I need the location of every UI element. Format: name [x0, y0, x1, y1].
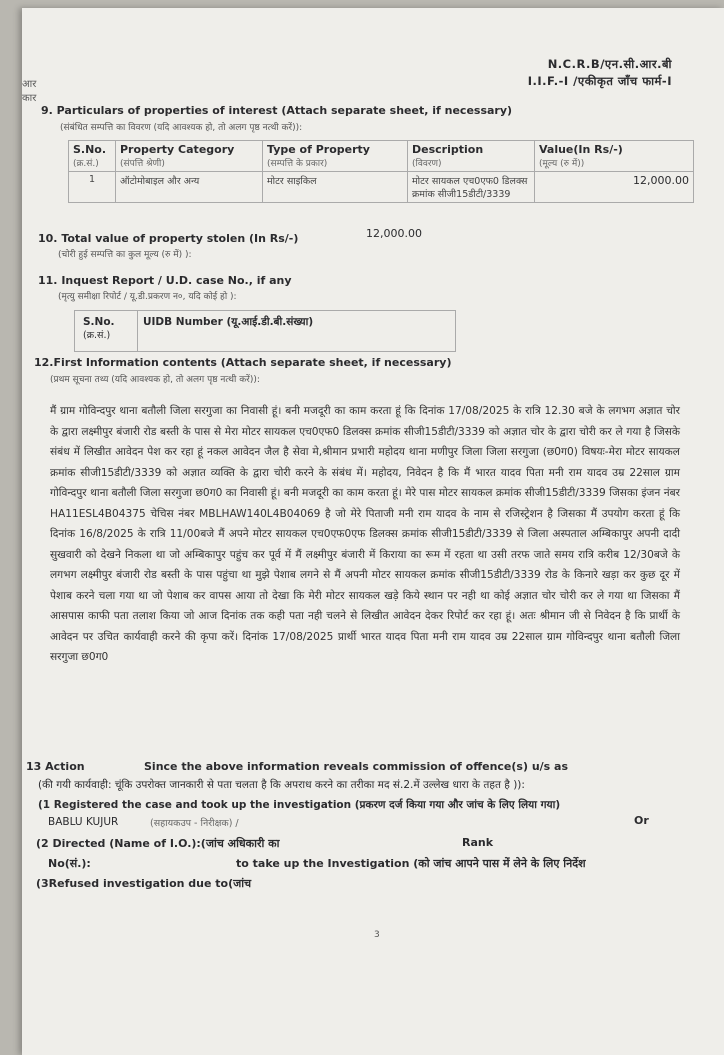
sec9-title: 9. Particulars of properties of interest (Attach separate sheet, if necessary) — [41, 104, 513, 117]
rank-label: Rank — [462, 836, 494, 849]
option-refused: (3Refused investigation due to(जांच — [36, 877, 252, 890]
col-sno-hi: (क्र.सं.) — [73, 159, 99, 169]
sec9-subtitle: (संबंधित सम्पत्ति का विवरण (यदि आवश्यक हो, तो अलग पृष्ठ नत्थी करें)): — [60, 123, 303, 133]
table-divider — [137, 311, 138, 351]
row-description: मोटर सायकल एच0एफ0 डिलक्स क्रमांक सीजी15डीटी/3339 — [408, 172, 535, 203]
sec12-subtitle: (प्रथम सूचना तथ्य (यदि आवश्यक हो, तो अलग पृष्ठ नत्थी करें)): — [50, 375, 260, 385]
option-directed-cont: to take up the Investigation (को जांच आपने पास में लेने के लिए निर्देश — [236, 857, 586, 870]
row-type: मोटर साइकिल — [263, 172, 408, 203]
sec13-title: Since the above information reveals commission of offence(s) u/s as — [144, 760, 569, 773]
header-ncrb: N.C.R.B/एन.सी.आर.बी — [547, 57, 672, 71]
option-registered: (1 Registered the case and took up the investigation (प्रकरण दर्ज किया गया और जांच के लिए लिया गया) — [38, 799, 561, 811]
or-label: Or — [634, 814, 649, 827]
col-description: Description — [412, 143, 484, 156]
sec13-number: 13 Action — [26, 760, 85, 773]
sec11-subtitle: (मृत्यु समीक्षा रिपोर्ट / यू.डी.प्रकरण न०, यदि कोई हो ): — [58, 292, 237, 302]
col-description-hi: (विवरण) — [412, 159, 442, 169]
sec10-title: 10. Total value of property stolen (In Rs/-) — [38, 232, 299, 245]
margin-text: कार — [22, 93, 37, 104]
page-number: 3 — [374, 930, 380, 940]
property-table-header — [69, 141, 694, 172]
col-value: Value(In Rs/-) — [539, 143, 623, 156]
col-category-hi: (संपत्ति श्रेणी) — [120, 159, 165, 169]
col-type-hi: (सम्पत्ति के प्रकार) — [267, 159, 328, 169]
officer-rank: (सहायकउप - निरीक्षक) / — [150, 818, 239, 829]
margin-text: आर — [22, 79, 37, 90]
no-label: No(सं.): — [48, 857, 91, 870]
fir-contents: मैं ग्राम गोविन्दपुर थाना बतौली जिला सरगुजा का निवासी हूं। बनी मजदूरी का काम करता हूं कि दिनांक 17/08/2025 के रात्रि 12.30 बजे के लगभग अज्ञात चोर के द्वारा लक्ष्मीपुर बंजारी रोड बस्ती के पास से मेरा मोटर सायकल एच0एफ0 डिलक्स क्रमांक सीजी15डीटी/3339 को अज्ञात चोर के द्वारा चोरी कर ले गया है जिसके संबंध में लिखीत आवेदन पेश कर रहा हूं नकल आवेदन जैल है सेवा मे,श्रीमान प्रभारी महोदय थाना मणीपुर जिला जिला सरगुजा (छ0ग0) विषयः-मेरा मोटर सायकल क्रमांक सीजी15डीटी/3339 को अज्ञात व्यक्ति के द्वारा चोरी करने के संबंध में। महोदय, निवेदन है कि मैं भारत यादव पिता मनी राम यादव उम्र 22साल ग्राम गोविन्दपुर थाना बतौली जिला सरगुजा छ0ग0 का निवासी हूं। बनी मजदूरी का काम करता हूं। मेरे पास मोटर सायकल क्रमांक सीजी15डीटी/3339 जिसका इंजन नंबर HA11ESL4B04375 चेचिस नंबर MBLHAW140L4B04069 है जो मेरे पिताजी मनी राम यादव के नाम से रजिस्ट्रेशन है जिसका मैं उपयोग करता हूं कि दिनांक 16/8/2025 के रात्रि 11/00बजे मैं अपने मोटर सायकल एच0एफ0एफ डिलक्स क्रमांक सीजी15डीटी/3339 से जिला अस्पताल अम्बिकापुर अपनी दादी सुखवारी को देखने निकला था जो अम्बिकापुर पहुंच कर पूर्व में मैं लक्ष्मीपुर बंजारी में किराया का रूम में रहता था उसी तरफ जाते समय रात्रि करीब 12/30बजे के लगभग लक्ष्मीपुर बंजारी रोड बस्ती के पास पहुंचा था मुझे पेशाब लगने से मैं अपनी मोटर सायकल क्रमांक सीजी15डीटी/3339 रोड के किनारे खड़ा कर कुछ दूर में पेशाब करने चला गया था जो पेशाब कर वापस आया तो देखा कि मेरी मोटर सायकल खड़े किये स्थान पर नही था कोई अज्ञात चोर चोरी कर ले गया था जिसका मैं आसपास काफी पता तलाश किया जो आज दिनांक तक कही पता नही चलने से लिखीत आवेदन देकर रिपोर्ट कर रहा हूं। अतः श्रीमान जी से निवेदन है कि प्रार्थी के आवेदन पर उचित कार्यवाही करने की कृपा करें। दिनांक 17/08/2025 प्रार्थी भारत यादव पिता मनी राम यादव उम्र 22साल ग्राम गोविन्दपुर थाना बतौली जिला सरगुजा छ0ग0 — [50, 405, 680, 663]
col-sno: S.No. — [73, 143, 107, 156]
sec12-title: 12.First Information contents (Attach separate sheet, if necessary) — [34, 356, 452, 369]
property-row — [69, 172, 694, 203]
row-category: ऑटोमोबाइल और अन्य — [116, 172, 263, 203]
total-stolen-value: 12,000.00 — [366, 227, 422, 240]
inquest-col-uidb: UIDB Number (यू.आई.डी.बी.संख्या) — [143, 316, 314, 328]
sec13-subtitle: (की गयी कार्यवाही: चूंकि उपरोक्त जानकारी से पता चलता है कि अपराध करने का तरीका मद सं.2.में उल्लेख धारा के तहत है )): — [38, 779, 525, 791]
property-table — [68, 140, 694, 203]
inquest-sno-hi: (क्र.सं.) — [83, 330, 111, 341]
option-directed: (2 Directed (Name of I.O.):(जांच अधिकारी का — [36, 837, 280, 850]
sec10-subtitle: (चोरी हुई सम्पत्ति का कुल मूल्य (रु में) ): — [58, 250, 192, 260]
col-type: Type of Property — [267, 143, 370, 156]
inquest-col-sno — [83, 315, 115, 343]
row-sno: 1 — [69, 172, 116, 203]
sec11-title: 11. Inquest Report / U.D. case No., if any — [38, 274, 292, 287]
inquest-sno-label: S.No. — [83, 316, 115, 328]
row-value: 12,000.00 — [535, 172, 694, 203]
officer-name: BABLU KUJUR — [48, 816, 119, 828]
form-header — [528, 56, 672, 90]
inquest-table — [74, 310, 456, 352]
adjacent-page-edge — [22, 78, 36, 106]
col-value-hi: (मूल्य (रु में)) — [539, 159, 585, 169]
header-iif: I.I.F.-I /एकीकृत जाँच फार्म-I — [527, 74, 672, 88]
col-category: Property Category — [120, 143, 235, 156]
document-page — [22, 8, 724, 1055]
